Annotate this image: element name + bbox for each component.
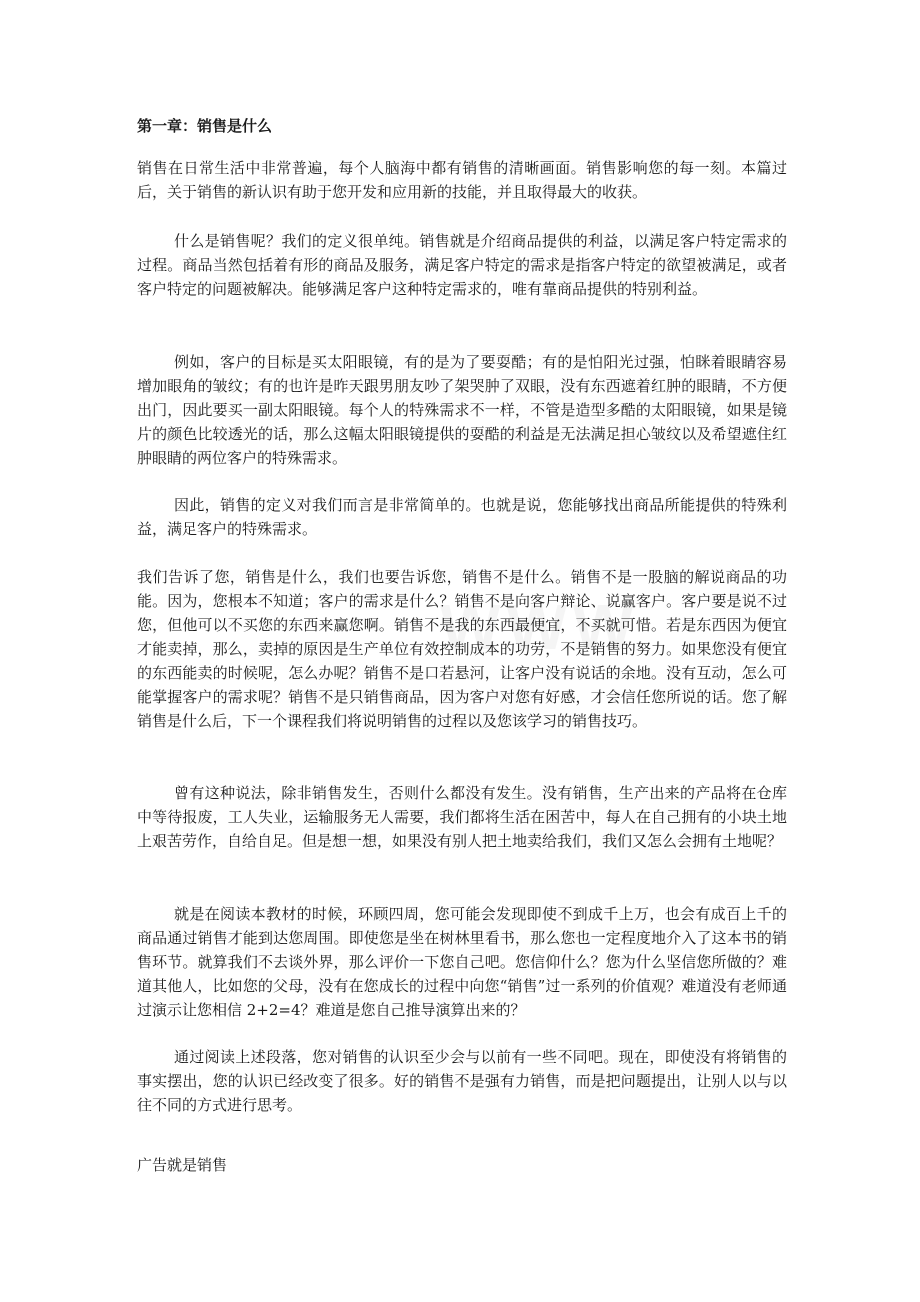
paragraph-not-selling: 我们告诉了您，销售是什么，我们也要告诉您，销售不是什么。销售不是一股脑的解说商品的功能。因为，您根本不知道；客户的需求是什么？销售不是向客户辩论、说赢客户。客户要是说不过您，但他可以不买您的东西来赢您啊。销售不是我的东西最便宜，不买就可惜。若是东西因为便宜才能卖掉，那么，卖掉的原因是生产单位有效控制成本的功劳，不是销售的努力。如果您没有便宜的东西能卖的时候呢，怎么办呢？销售不是口若悬河，让客户没有说话的余地。没有互动，怎么可能掌握客户的需求呢？销售不是只销售商品，因为客户对您有好感，才会信任您所说的话。您了解销售是什么后，下一个课程我们将说明销售的过程以及您该学习的销售技巧。 (137, 568, 787, 730)
paragraph-conclusion: 通过阅读上述段落，您对销售的认识至少会与以前有一些不同吧。现在，即使没有将销售的事实摆出，您的认识已经改变了很多。好的销售不是强有力销售，而是把问题提出，让别人以与以往不同的方式进行思考。 (137, 1048, 787, 1114)
paragraph-reading: 就是在阅读本教材的时候，环顾四周，您可能会发现即使不到成千上万，也会有成百上千的商品通过销售才能到达您周围。即使您是坐在树林里看书，那么您也一定程度地介入了这本书的销售环节。就算我们不去谈外界，那么评价一下您自己吧。您信仰什么？您为什么坚信您所做的？难道其他人，比如您的父母，没有在您成长的过程中向您“销售”过一系列的价值观？难道没有老师通过演示让您相信 2+2=4？难道是您自己推导演算出来的？ (137, 905, 787, 1019)
chapter-title: 第一章：销售是什么 (137, 117, 273, 135)
paragraph-summary: 因此，销售的定义对我们而言是非常简单的。也就是说，您能够找出商品所能提供的特殊利益，满足客户的特殊需求。 (137, 496, 787, 538)
section-subtitle: 广告就是销售 (137, 1156, 228, 1174)
paragraph-example: 例如，客户的目标是买太阳眼镜，有的是为了要耍酷；有的是怕阳光过强，怕眯着眼睛容易增加眼角的皱纹；有的也许是昨天跟男朋友吵了架哭肿了双眼，没有东西遮着红肿的眼睛，不方便出门，因此要买一副太阳眼镜。每个人的特殊需求不一样，不管是造型多酷的太阳眼镜，如果是镜片的颜色比较透光的话，那么这幅太阳眼镜提供的耍酷的利益是无法满足担心皱纹以及希望遮住红肿眼睛的两位客户的特殊需求。 (137, 353, 787, 467)
paragraph-intro: 销售在日常生活中非常普遍，每个人脑海中都有销售的清晰画面。销售影响您的每一刻。本篇过后，关于销售的新认识有助于您开发和应用新的技能，并且取得最大的收获。 (137, 159, 787, 201)
paragraph-definition: 什么是销售呢？我们的定义很单纯。销售就是介绍商品提供的利益，以满足客户特定需求的过程。商品当然包括着有形的商品及服务，满足客户特定的需求是指客户特定的欲望被满足，或者客户特定的问题被解决。能够满足客户这种特定需求的，唯有靠商品提供的特别利益。 (137, 232, 787, 298)
paragraph-saying: 曾有这种说法，除非销售发生，否则什么都没有发生。没有销售，生产出来的产品将在仓库中等待报废，工人失业，运输服务无人需要，我们都将生活在困苦中，每人在自己拥有的小块土地上艰苦劳作，自给自足。但是想一想，如果没有别人把土地卖给我们，我们又怎么会拥有土地呢？ (137, 784, 787, 850)
